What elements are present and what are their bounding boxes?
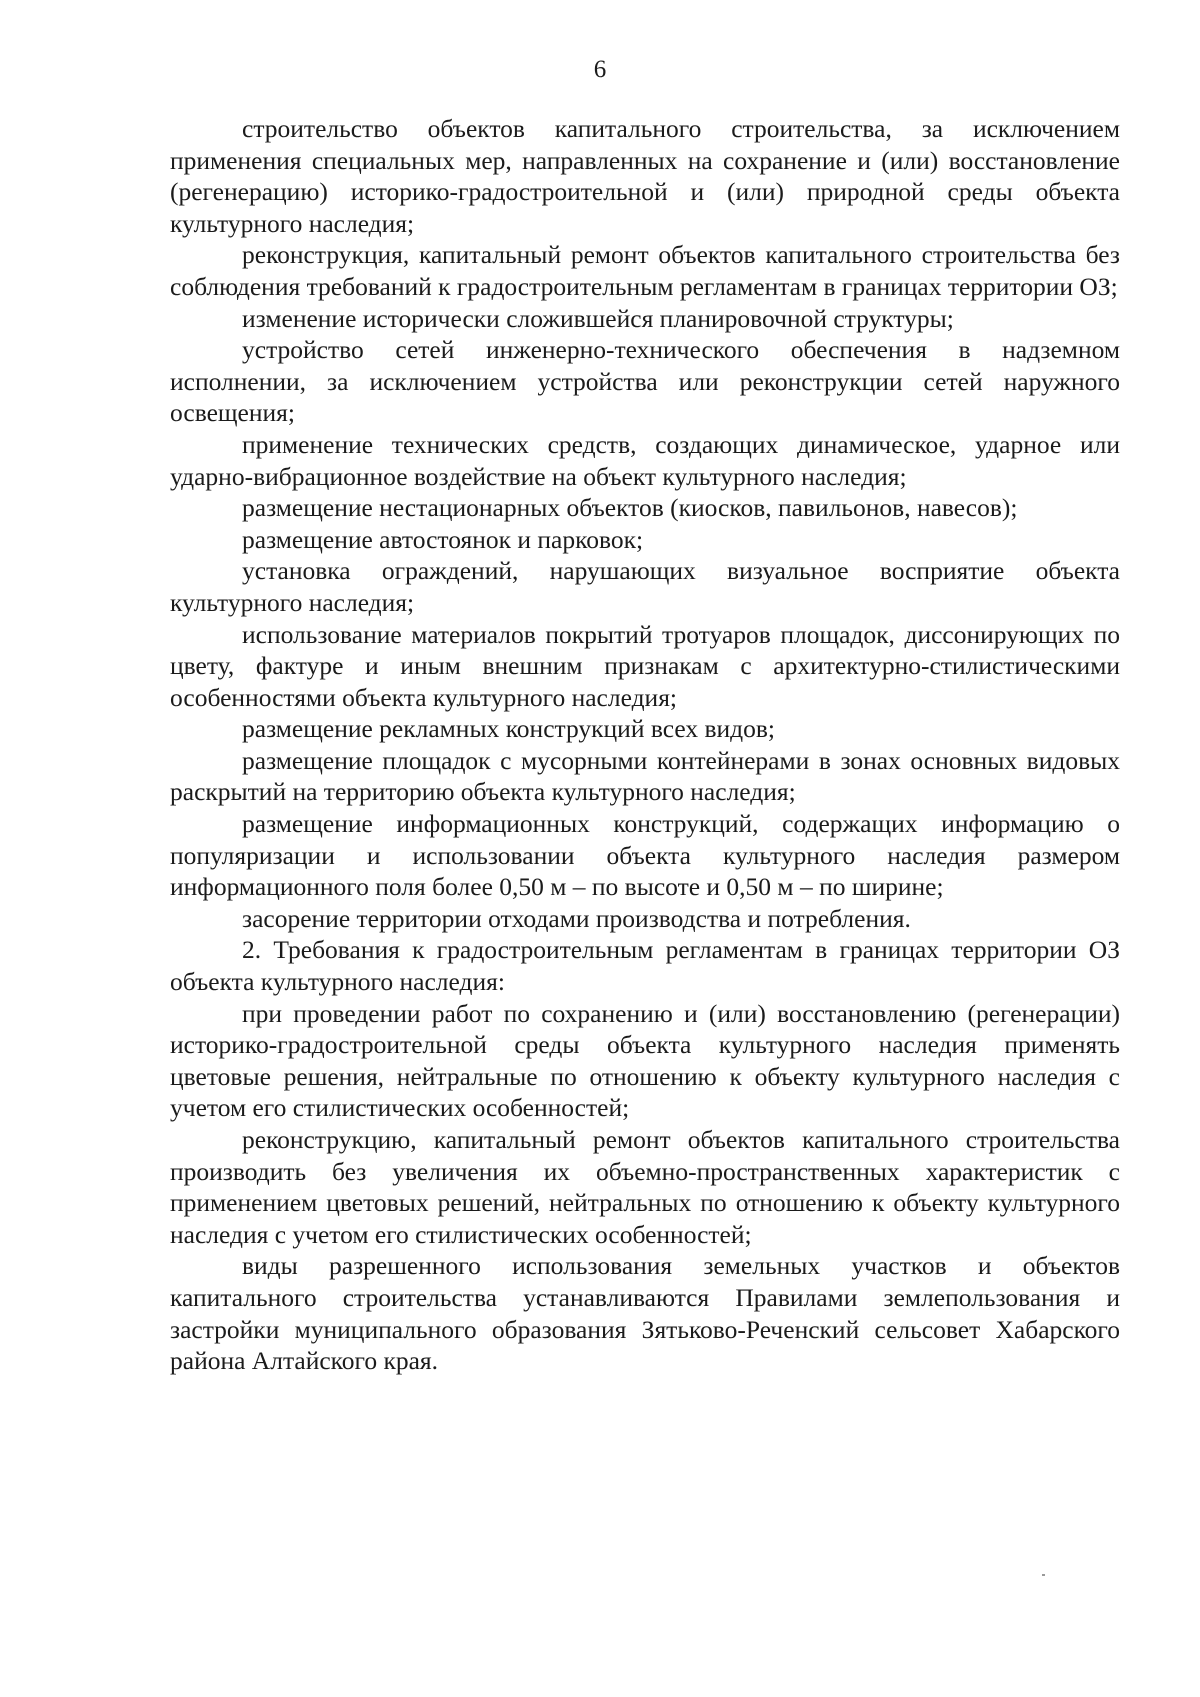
paragraph: устройство сетей инженерно-технического обеспечения в надземном исполнении, за исключением устройства или реконструкции сетей наружного освещения; [170,335,1120,428]
paragraph: виды разрешенного использования земельных участков и объектов капитального строительства устанавливаются Правилами землепользования и застройки муниципального образования Зятьково-Реченский сельсовет Хабарского района Алтайского края. [170,1251,1120,1376]
paragraph: размещение площадок с мусорными контейнерами в зонах основных видовых раскрытий на территорию объекта культурного наследия; [170,745,1120,807]
paragraph: размещение автостоянок и парковок; [242,524,644,554]
scan-artifact [1042,1574,1045,1576]
paragraph: реконструкция, капитальный ремонт объектов капитального строительства без соблюдения требований к градостроительным регламентам в границах территории ОЗ; [170,240,1120,301]
paragraph: изменение исторически сложившейся планировочной структуры; [242,303,954,333]
paragraph: применение технических средств, создающих динамическое, ударное или ударно-вибрационное воздействие на объект культурного наследия; [170,429,1120,491]
paragraph: 2. Требования к градостроительным регламентам в границах территории ОЗ объекта культурного наследия: [170,935,1120,997]
paragraph: размещение информационных конструкций, содержащих информацию о популяризации и использовании объекта культурного наследия размером информационного поля более 0,50 м – по высоте и 0,50 м – по ширине; [170,809,1120,902]
paragraph: использование материалов покрытий тротуаров площадок, диссонирующих по цвету, фактуре и иным внешним признакам с архитектурно-стилистическими особенностями объекта культурного наследия; [170,619,1120,712]
paragraph: реконструкцию, капитальный ремонт объектов капитального строительства производить без увеличения их объемно-пространственных характеристик с применением цветовых решений, нейтральных по отношению к объекту культурного наследия с учетом его стилистических особенностей; [170,1125,1120,1249]
paragraph: установка ограждений, нарушающих визуальное восприятие объекта культурного наследия; [170,556,1120,617]
paragraph: засорение территории отходами производства и потребления. [242,903,911,933]
page-number: 6 [593,56,607,83]
paragraph: строительство объектов капитального строительства, за исключением применения специальных мер, направленных на сохранение и (или) восстановление (регенерацию) историко-градостроительной и (или) природной среды объекта культурного наследия; [170,114,1120,238]
paragraph: размещение рекламных конструкций всех видов; [242,714,776,744]
document-body [170,113,1120,1377]
paragraph: размещение нестационарных объектов (киосков, павильонов, навесов); [242,493,1018,523]
paragraph: при проведении работ по сохранению и (или) восстановлению (регенерации) историко-градостроительной среды объекта культурного наследия применять цветовые решения, нейтральные по отношению к объекту культурного наследия с учетом его стилистических особенностей; [170,998,1120,1123]
